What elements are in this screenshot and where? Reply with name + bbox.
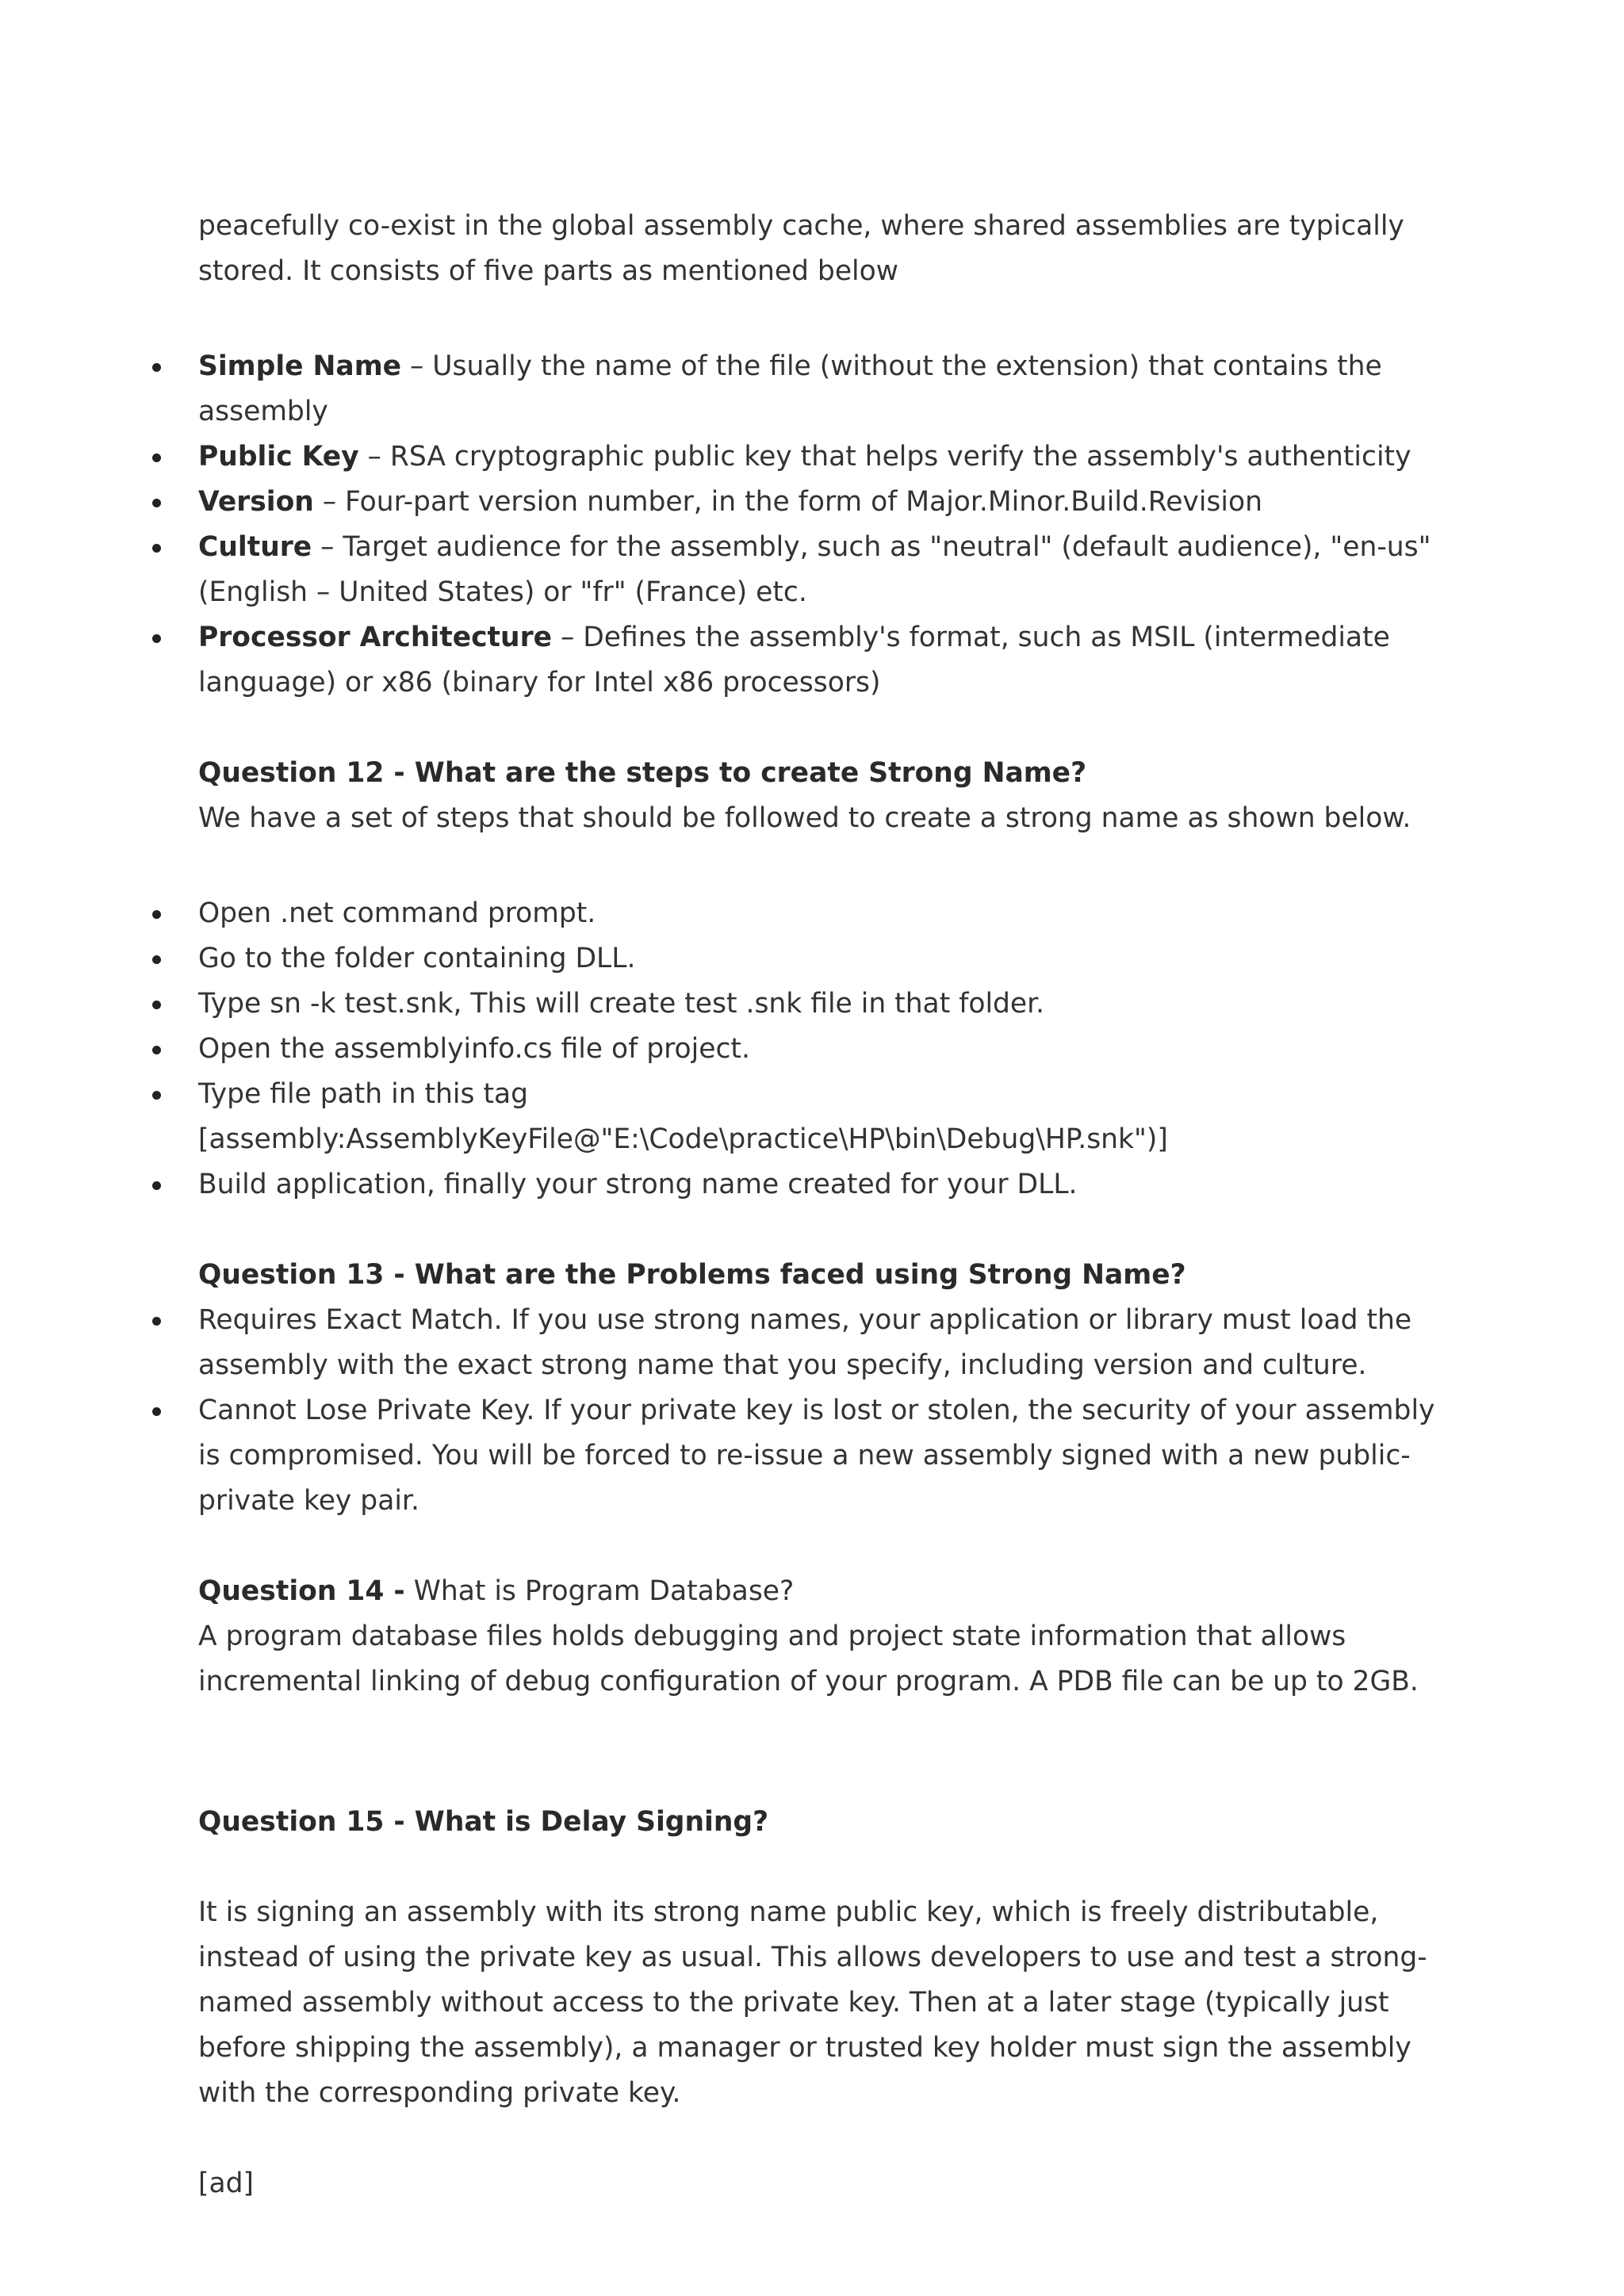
question-14-heading — [198, 1569, 1451, 1614]
list-item-desc: – Usually the name of the file (without the extension) that contains the assembly — [198, 350, 1382, 427]
strong-name-steps-list — [198, 891, 1451, 1207]
list-item-term: Culture — [198, 531, 312, 563]
list-item: Build application, finally your strong name created for your DLL. — [198, 1162, 1451, 1207]
list-item-term: Public Key — [198, 441, 359, 473]
list-item — [198, 525, 1451, 615]
list-item: Go to the folder containing DLL. — [198, 936, 1451, 982]
list-item — [198, 344, 1451, 434]
list-item: Cannot Lose Private Key. If your private key is lost or stolen, the security of your assembly is compromised. You will be forced to re-issue a new assembly signed with a new public-private key pair. — [198, 1388, 1451, 1524]
list-item-desc: – RSA cryptographic public key that helps verify the assembly's authenticity — [358, 441, 1411, 473]
list-item-desc: – Target audience for the assembly, such as "neutral" (default audience), "en-us" (English – United States) or "fr" (France) etc. — [198, 531, 1431, 608]
question-12-heading: Question 12 - What are the steps to create Strong Name? — [198, 757, 1087, 789]
list-item: Requires Exact Match. If you use strong names, your application or library must load the assembly with the exact strong name that you specify, including version and culture. — [198, 1298, 1451, 1388]
list-item-desc: – Four-part version number, in the form of Major.Minor.Build.Revision — [313, 486, 1262, 518]
question-15-answer: It is signing an assembly with its strong name public key, which is freely distributable, instead of using the private key as usual. This allows developers to use and test a strong-named assembly without access to the private key. Then at a later stage (typically just before shipping the assembly), a manager or trusted key holder must sign the assembly with the corresponding private key. — [198, 1896, 1427, 2109]
list-item: Open the assemblyinfo.cs file of project. — [198, 1027, 1451, 1072]
list-item — [198, 480, 1451, 525]
question-12-intro: We have a set of steps that should be followed to create a strong name as shown below. — [198, 802, 1411, 834]
question-14-label: Question 14 - — [198, 1575, 405, 1607]
question-14-text: What is Program Database? — [404, 1575, 795, 1607]
list-item: Type file path in this tag [assembly:AssemblyKeyFile@"E:\Code\practice\HP\bin\Debug\HP.snk")] — [198, 1072, 1451, 1162]
ad-placeholder: [ad] — [198, 2168, 254, 2199]
list-item-term: Simple Name — [198, 350, 402, 382]
list-item-desc: – Defines the assembly's format, such as MSIL (intermediate language) or x86 (binary for Intel x86 processors) — [198, 622, 1390, 698]
strong-name-parts-list — [198, 344, 1451, 706]
question-15-heading: Question 15 - What is Delay Signing? — [198, 1806, 769, 1838]
list-item: Open .net command prompt. — [198, 891, 1451, 936]
page-content — [198, 204, 1451, 2206]
question-13-heading: Question 13 - What are the Problems faced using Strong Name? — [198, 1259, 1186, 1291]
strong-name-problems-list — [198, 1298, 1451, 1524]
list-item — [198, 434, 1451, 480]
intro-paragraph: peacefully co-exist in the global assembly cache, where shared assemblies are typically stored. It consists of five parts as mentioned below — [198, 210, 1404, 287]
list-item — [198, 615, 1451, 706]
list-item-term: Processor Architecture — [198, 622, 553, 653]
list-item-term: Version — [198, 486, 314, 518]
list-item: Type sn -k test.snk, This will create test .snk file in that folder. — [198, 982, 1451, 1027]
question-14-answer: A program database files holds debugging and project state information that allows incremental linking of debug configuration of your program. A PDB file can be up to 2GB. — [198, 1621, 1419, 1697]
